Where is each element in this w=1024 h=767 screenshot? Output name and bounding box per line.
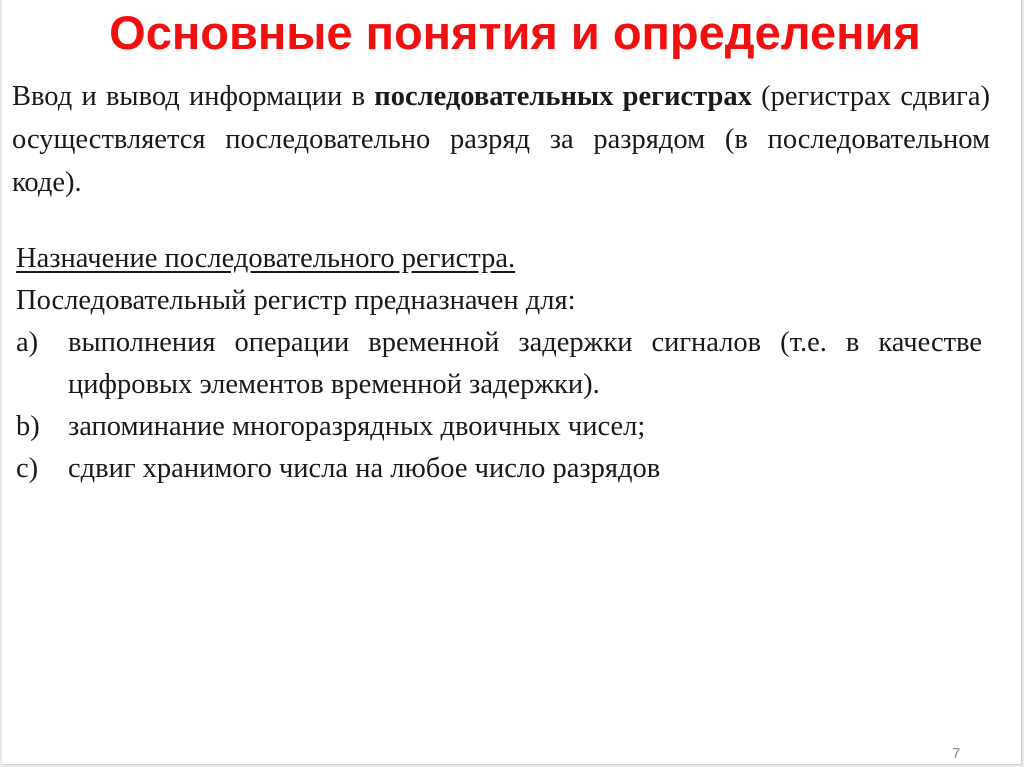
list-marker: b) — [16, 411, 40, 442]
list-item — [16, 406, 982, 448]
slide — [2, 0, 1022, 765]
slide-title: Основные понятия и определения — [109, 6, 921, 59]
list-item-text: выполнения операции временной задержки сигналов (т.е. в качестве цифровых элементов временной задержки). — [68, 327, 982, 400]
list-item — [16, 448, 982, 490]
purpose-heading: Назначение последовательного регистра. — [16, 243, 516, 274]
list-marker: c) — [16, 453, 39, 484]
list-item-text: запоминание многоразрядных двоичных чисел; — [68, 411, 646, 442]
purpose-lead: Последовательный регистр предназначен для: — [16, 285, 576, 316]
intro-bold-term: последовательных регистрах — [374, 81, 752, 112]
list-item — [16, 322, 982, 406]
list-item-text: сдвиг хранимого числа на любое число разрядов — [68, 453, 661, 484]
list-marker: a) — [16, 327, 39, 358]
purpose-list — [16, 322, 982, 490]
intro-paragraph — [12, 75, 990, 204]
intro-text-start: Ввод и вывод информации в — [12, 81, 375, 112]
page-number: 7 — [952, 745, 961, 762]
intro-text-end: (регистрах сдвига) осуществляется последовательно разряд за разрядом (в последовательном коде). — [12, 81, 991, 198]
